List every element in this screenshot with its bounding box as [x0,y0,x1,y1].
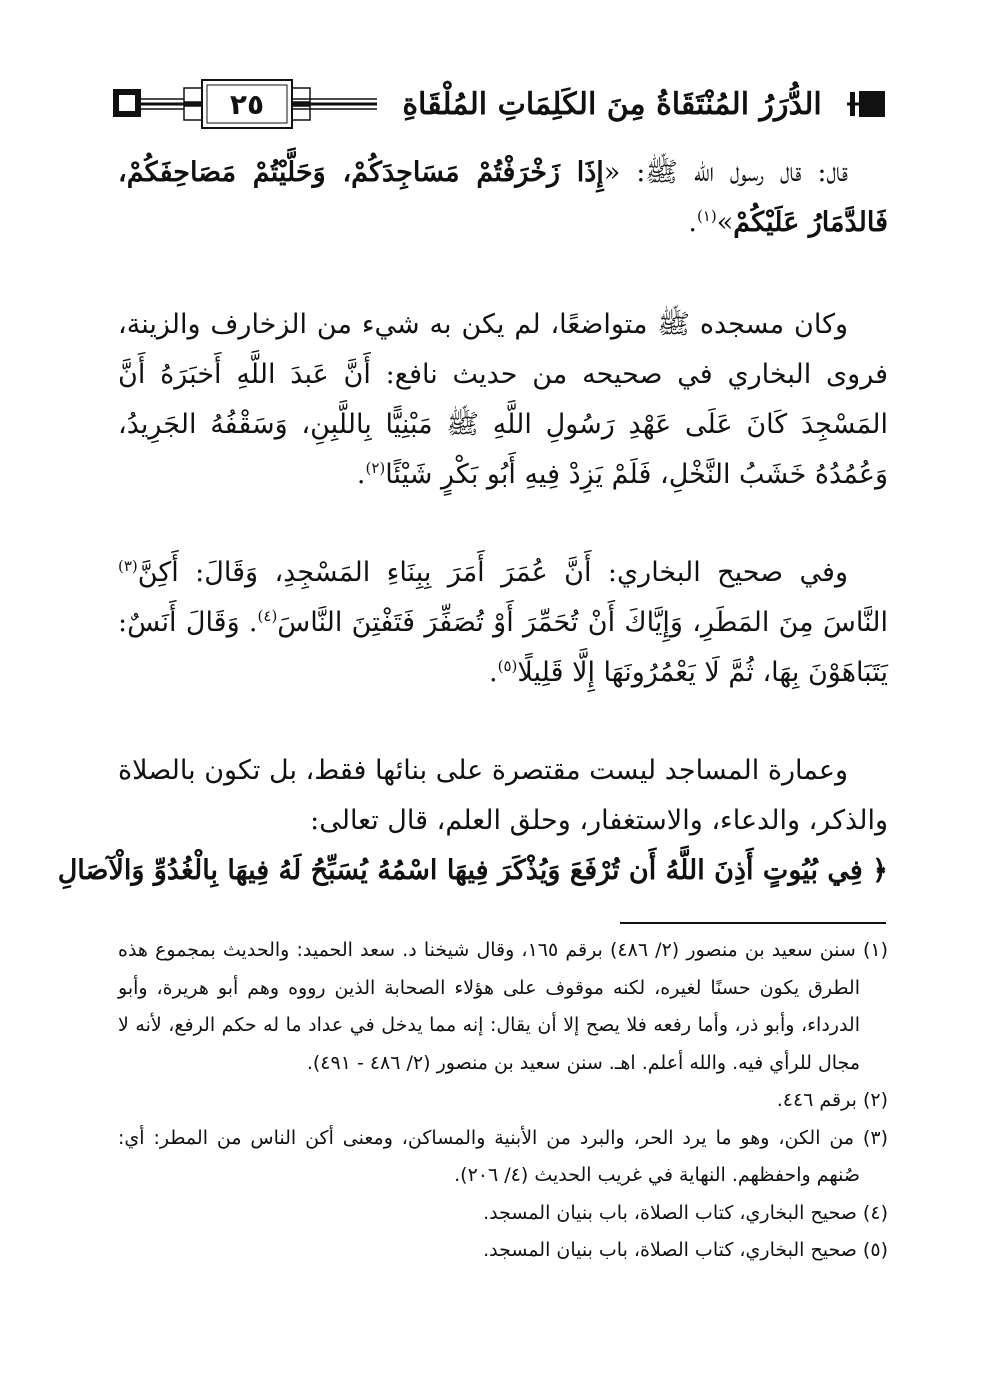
book-title: الدُّرَرُ المُنْتَقَاةُ مِنَ الكَلِمَاتِ المُلْقَاةِ [377,80,847,128]
footnote-5: (٥) صحيح البخاري، كتاب الصلاة، باب بنيان المسجد. [483,1239,888,1261]
hadith-end: . [688,207,697,238]
paragraph-end: . [489,657,498,688]
hadith-intro: قال: قال رسول الله ﷺ: « [603,157,848,188]
footnote-3: (٣) من الكن، وهو ما يرد الحر، والبرد من الأبنية والمساكن، ومعنى أكن الناس من المطر: أي: صُنهم واحفظهم. النهاية في غريب الحديث (٤/ ٢٠٦). [118,1126,888,1186]
page-number: ٢٥ [229,87,265,121]
paragraph-umar-narration [118,548,888,698]
footnote-ref-4[interactable]: (٤) [257,607,278,625]
hadith-close-quote: » [716,207,734,238]
hadith-text: إِذَا زَخْرَفْتُمْ مَسَاجِدَكُمْ، وَحَلَّيْتُمْ مَصَاحِفَكُمْ، فَالدَّمَارُ عَلَيْكُمْ [118,157,888,238]
paragraph-mosque-maintenance [57,746,888,896]
umar-text-b: النَّاسَ مِنَ المَطَرِ، وَإِيَّاكَ أَنْ تُحَمِّرَ أَوْ تُصَفِّرَ فَتَفْتِنَ النَّاسَ [277,607,888,638]
header-right-block [859,91,885,117]
footnote-1: (١) سنن سعيد بن منصور (٢/ ٤٨٦) برقم ١٦٥، وقال شيخنا د. سعد الحميد: والحديث بمجموع هذه الطرق يكون حسنًا لغيره، لكنه موقوف على هؤلاء الصحابة الذين رووه وهم أبو هريرة، وأبو الدرداء، وأبو ذر، وأما رفعه فلا يصح إلا أن يقال: إنه مما يدخل في عداد ما له حكم الرفع، لأنه لا مجال للرأي فيه. والله أعلم. اهـ. سنن سعيد بن منصور (٢/ ٤٨٦ - ٤٩١). [118,939,888,1074]
footnote-ref-1[interactable]: (١) [696,207,717,225]
page-header [112,76,887,134]
footnote-4: (٤) صحيح البخاري، كتاب الصلاة، باب بنيان المسجد. [483,1201,888,1224]
mosque-description-text: وكان مسجده ﷺ متواضعًا، لم يكن به شيء من الزخارف والزينة، فروى البخاري في صحيحه من حديث نافع: أَنَّ عَبدَ اللَّهِ أَخبَرَهُ أَنَّ المَسْجِدَ كَانَ عَلَى عَهْدِ رَسُولِ اللَّهِ ﷺ مَبْنِيًّا بِاللَّبِنِ، وَسَقْفُهُ الجَرِيدُ، وَعُمُدُهُ خَشَبُ النَّخْلِ، فَلَمْ يَزِدْ فِيهِ أَبُو بَكْرٍ شَيْئًا [118,309,888,490]
footnote-ref-2[interactable]: (٢) [365,459,386,477]
paragraph-mosque-description [118,300,888,500]
umar-text-a: وفي صحيح البخاري: أَنَّ عُمَرَ أَمَرَ بِبِنَاءِ المَسْجِدِ، وَقَالَ: أَكِنَّ [137,557,848,588]
paragraph-hadith-decoration [118,148,888,248]
maintenance-text: وعمارة المساجد ليست مقتصرة على بنائها فقط، بل تكون بالصلاة والذكر، والدعاء، والاستغفار، وحلق العلم، قال تعالى: [118,755,888,836]
header-left-square [116,92,138,114]
footnote-ref-5[interactable]: (٥) [497,657,518,675]
anas-text: . وَقَالَ أَنَسٌ: يَتَبَاهَوْنَ بِهَا، ثُمَّ لَا يَعْمُرُونَهَا إِلَّا قَلِيلًا [118,607,888,688]
quran-verse: ﴿ فِي بُيُوتٍ أَذِنَ اللَّهُ أَن تُرْفَعَ وَيُذْكَرَ فِيهَا اسْمُهُ يُسَبِّحُ لَهُ فِيهَا بِالْغُدُوِّ وَالْآصَالِ [57,855,888,886]
footnotes [118,932,888,1270]
paragraph-end: . [356,459,366,490]
footnote-2: (٢) برقم ٤٤٦. [776,1089,888,1111]
footnote-ref-3[interactable]: (٣) [118,557,138,575]
footnote-separator [620,922,886,924]
